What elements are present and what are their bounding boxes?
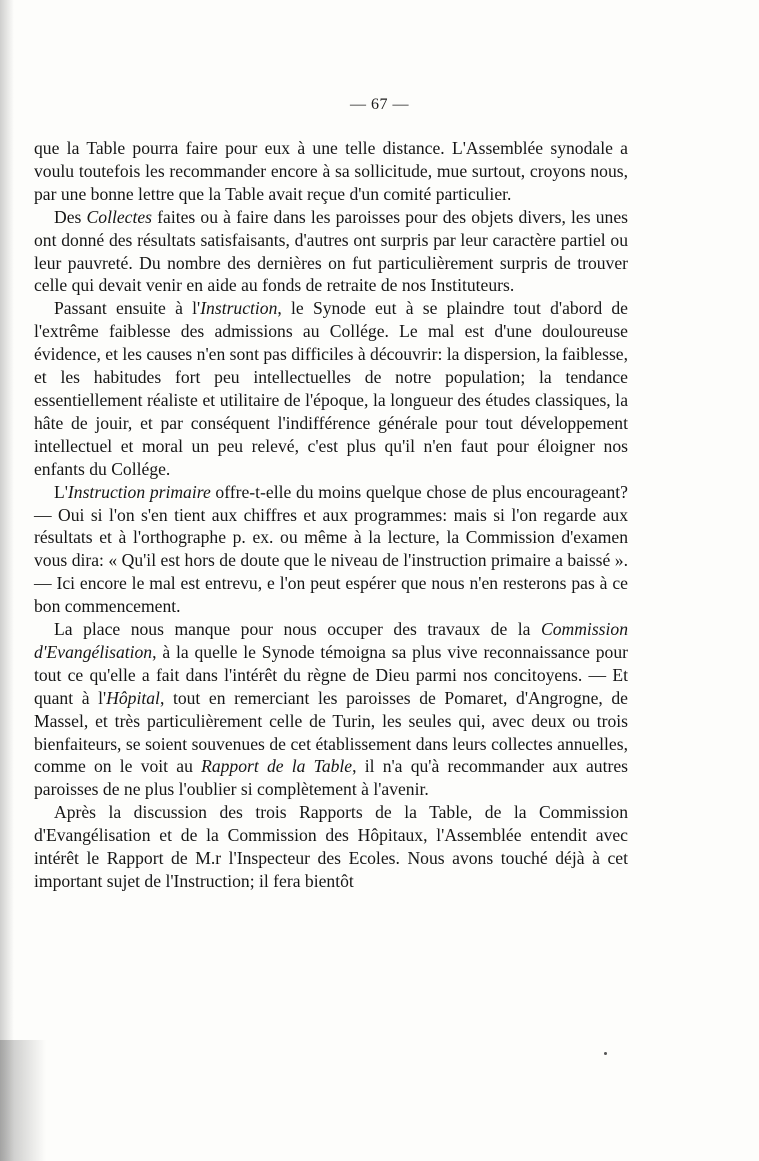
text-run: La place nous manque pour nous occuper des travaux de la	[54, 619, 541, 640]
body-text	[34, 137, 628, 893]
text-run: , tout en remerciant les paroisses de Pomaret, d'Angrogne, de Massel, et très particulièrement celle de Turin, les seules qui, avec deux ou trois bienfaiteurs, se soient souvenues de cet établissement dans leurs collectes annuelles, comme on le voit au	[34, 687, 628, 777]
text-run: , à la quelle le Synode témoigna sa plus vive reconnaissance pour tout ce qu'elle a fait dans l'intérêt du règne de Dieu parmi nos concitoyens. — Et quant à l'	[34, 641, 628, 708]
text-run: offre-t-elle du moins quelque chose de plus encourageant? — Oui si l'on s'en tient aux chiffres et aux programmes: mais si l'on regarde aux résultats et à l'orthographe p. ex. ou même à la lecture, la Commission d'examen vous dira: « Qu'il est hors de doute que le niveau de l'instruction primaire a baissé ». — Ici encore le mal est entrevu, e l'on peut espérer que nous n'en resterons pas à ce bon commencement.	[34, 481, 628, 617]
paragraph	[34, 297, 628, 480]
text-run: , le Synode eut à se plaindre tout d'abord de l'extrême faiblesse des admissions au Collége. Le mal est d'une douloureuse évidence, et les causes n'en sont pas difficiles à découvrir: la dispersion, la faiblesse, et les habitudes fort peu intellectuelles de notre population; la tendance essentiellement réaliste et utilitaire de l'époque, la longueur des études classiques, la hâte de jouir, et par conséquent l'indifférence générale pour tout développement intellectuel et moral un peu relevé, c'est plus qu'il n'en faut pour éloigner nos enfants du Collége.	[34, 298, 628, 479]
italic-term: Instruction	[200, 298, 278, 319]
text-run: faites ou à faire dans les paroisses pour des objets divers, les unes ont donné des résultats satisfaisants, d'autres ont surpris par leur caractère partiel ou leur pauvreté. Du nombre des dernières on fut particulièrement surpris de trouver celle qui devait venir en aide au fonds de retraite de nos Instituteurs.	[34, 206, 628, 296]
speck-mark	[604, 1052, 607, 1055]
paragraph	[34, 481, 628, 618]
page-number: — 67 —	[350, 96, 409, 113]
italic-term: Commission d'Evangélisation	[34, 619, 628, 662]
page-spine-shadow	[0, 0, 14, 1161]
paragraph	[34, 618, 628, 801]
paragraph	[34, 801, 628, 893]
text-run: , il n'a qu'à recommander aux autres paroisses de ne plus l'oublier si complètement à l'avenir.	[34, 756, 628, 800]
paragraph	[34, 206, 628, 298]
italic-term: Collectes	[86, 206, 153, 227]
page-corner-shadow	[0, 1040, 46, 1161]
italic-term: Hôpital	[106, 687, 160, 708]
italic-term: Instruction primaire	[67, 481, 211, 502]
text-run: Après la discussion des trois Rapports de la Table, de la Commission d'Evangélisation et de la Commission des Hôpitaux, l'Assemblée entendit avec intérêt le Rapport de M.r l'Inspecteur des Ecoles. Nous avons touché déjà à cet important sujet de l'Instruction; il fera bientôt	[34, 802, 628, 891]
italic-term: Rapport de la Table	[201, 756, 353, 777]
text-run: Des	[54, 206, 87, 227]
text-run: L'	[54, 481, 68, 502]
paragraph	[34, 137, 628, 206]
text-run: Passant ensuite à l'	[54, 298, 201, 319]
text-run: que la Table pourra faire pour eux à une telle distance. L'Assemblée synodale a voulu toutefois les recommander encore à sa sollicitude, mue surtout, croyons nous, par une bonne lettre que la Table avait reçue d'un comité particulier.	[34, 138, 628, 204]
